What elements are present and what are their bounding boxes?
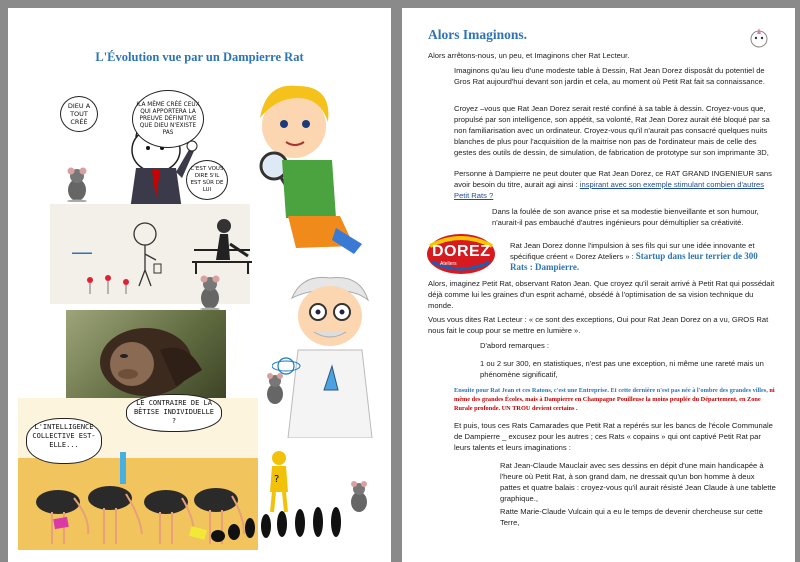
paragraph-11-text: Ensuite pour Rat Jean et ces Ratons, c'est une Entreprise. Et cette dernière n'est pas née à l'ombre des grandes villes, bbox=[454, 387, 770, 394]
left-page bbox=[8, 8, 391, 562]
unicorn-icon bbox=[748, 28, 770, 48]
paragraph-5: Dans la foulée de son avance prise et sa modestie bienveillante et son humour, n'aurait-il pas embauché d'autres ingénieurs pour démultiplier sa créativité. bbox=[492, 207, 759, 227]
ostrich-bubble-betise: LE CONTRAIRE DE LA BÊTISE INDIVIDUELLE ? bbox=[126, 394, 222, 432]
rat-image-5 bbox=[346, 478, 372, 514]
paragraph-10: 1 ou 2 sur 300, en statistiques, n'est pas une exception, ni même une rareté mais un phénomène significatif, bbox=[480, 359, 764, 379]
professor-image bbox=[272, 270, 382, 438]
dorez-logo bbox=[426, 232, 496, 276]
paragraph-4-link[interactable]: inspirant avec son exemple stimulant combien d'autres Petit Rats ? bbox=[454, 180, 765, 200]
paragraph-8: Vous vous dites Rat Lecteur : « ce sont des exceptions, Oui pour Rat Jean Dorez on a vu, GROS Rat nous fait le coup pour se mettre en lumière ». bbox=[428, 315, 769, 335]
svg-text:?: ? bbox=[274, 474, 280, 485]
right-page bbox=[402, 8, 795, 562]
left-page-title: L'Évolution vue par un Dampierre Rat bbox=[95, 50, 304, 64]
paragraph-11 bbox=[454, 386, 780, 413]
speech-bubble-dieu: DIEU A TOUT CRÉÉ bbox=[60, 96, 98, 132]
yellow-figure-image bbox=[262, 448, 296, 514]
paragraph-6-text: Rat Jean Dorez donne l'impulsion à ses fils qui sur une idée innovante et spécifique créent « Dorez Ateliers » : bbox=[510, 241, 755, 261]
paragraph-1: Alors arrêtons-nous, un peu, et Imaginons cher Rat Lecteur. bbox=[428, 51, 630, 60]
rat-image-1 bbox=[63, 166, 91, 202]
rat-image-4 bbox=[262, 370, 288, 406]
ostrich-bubble-intelligence: L'INTELLIGENCE COLLECTIVE EST-ELLE... bbox=[26, 418, 102, 464]
paragraph-13: Rat Jean-Claude Mauclair avec ses dessins en dépit d'une main handicapée à l'heure où Petit Rat, à son grand dam, ne dressait qu'un bon homme à deux pattes et quatre balais : croyez-vous qu'il aurait résisté Jean Claude à une tablette graphique., bbox=[500, 461, 776, 503]
paragraph-11-red: ni même des grandes Écoles, mais à Dampierre en Champagne Pouilleuse la moins peuplée du Département, en Zone Rurale profonde. UN TROU devient certains . bbox=[454, 387, 775, 412]
paragraph-9: D'abord remarques : bbox=[480, 341, 549, 350]
speech-bubble-sure: C'EST VOUS DIRE S'IL EST SÛR DE LUI bbox=[186, 160, 228, 200]
paragraph-6 bbox=[510, 240, 776, 273]
rat-image-3 bbox=[204, 276, 228, 308]
right-page-title: Alors Imaginons. bbox=[428, 27, 528, 42]
dorez-logo-subtext: Ateliers bbox=[440, 261, 457, 267]
paragraph-7: Alors, imaginez Petit Rat, observant Raton Jean. Que croyez qu'il serait arrivé à Petit Rat qui possédait déjà comme lui les graines d'un esprit acharné, obsédé à l'optimisation de sa vision technique du monde. bbox=[428, 279, 775, 310]
paragraph-12: Et puis, tous ces Rats Camarades que Petit Rat a repérés sur les bancs de l'école Communale de Dampierre _ excusez pour les autres ; ces Rats « copains » qui ont captivé Petit Rat par leurs talents et leurs imaginations : bbox=[454, 421, 773, 452]
paragraph-2: Imaginons qu'au lieu d'une modeste table à Dessin, Rat Jean Dorez disposât du potentiel de Gros Rat aujourd'hui devant son jardin et cela, au moment où Petit Rat fait sa connaissance. bbox=[454, 66, 765, 86]
paragraph-6-highlight: Startup dans leur terrier de 300 Rats : Dampierre. bbox=[510, 251, 758, 272]
paragraph-3: Croyez –vous que Rat Jean Dorez serait resté confiné à sa table à dessin. Croyez-vous que, propulsé par son intelligence, son appétit, sa volonté, Rat Jean Dorez aurait été bloqué par sa non familiarisation avec un ordinateur. Croyez-vous qu'il n'aurait pas consacré quelques nuits blanches de plus pour l'acquisition de la maitrise non pas de l'ordinateur mais de celle des gestes des outils de dessin, de simulation, de fabrication de prototype sur son imprimante 3D, bbox=[454, 104, 770, 157]
chimpanzee-image bbox=[66, 310, 226, 398]
paragraph-14: Ratte Marie-Claude Vulcain qui a eu le temps de devenir chercheuse sur cette Terre, bbox=[500, 507, 763, 527]
bench-man-image bbox=[186, 204, 256, 276]
paragraph-4 bbox=[454, 168, 776, 201]
dorez-logo-text: DOREZ bbox=[432, 243, 491, 260]
svg-text:▬▬▬▬: ▬▬▬▬ bbox=[72, 250, 92, 256]
speech-bubble-proof: ILA MÊME CRÉÉ CEUX QUI APPORTERA LA PREUVE DÉFINITIVE QUE DIEU N'EXISTE PAS bbox=[132, 90, 204, 148]
paragraph-4-text: Personne à Dampierre ne peut douter que Rat Jean Dorez, ce RAT GRAND INGENIEUR sans avoir besoin du titre, aurait agi ainsi : bbox=[454, 169, 772, 189]
